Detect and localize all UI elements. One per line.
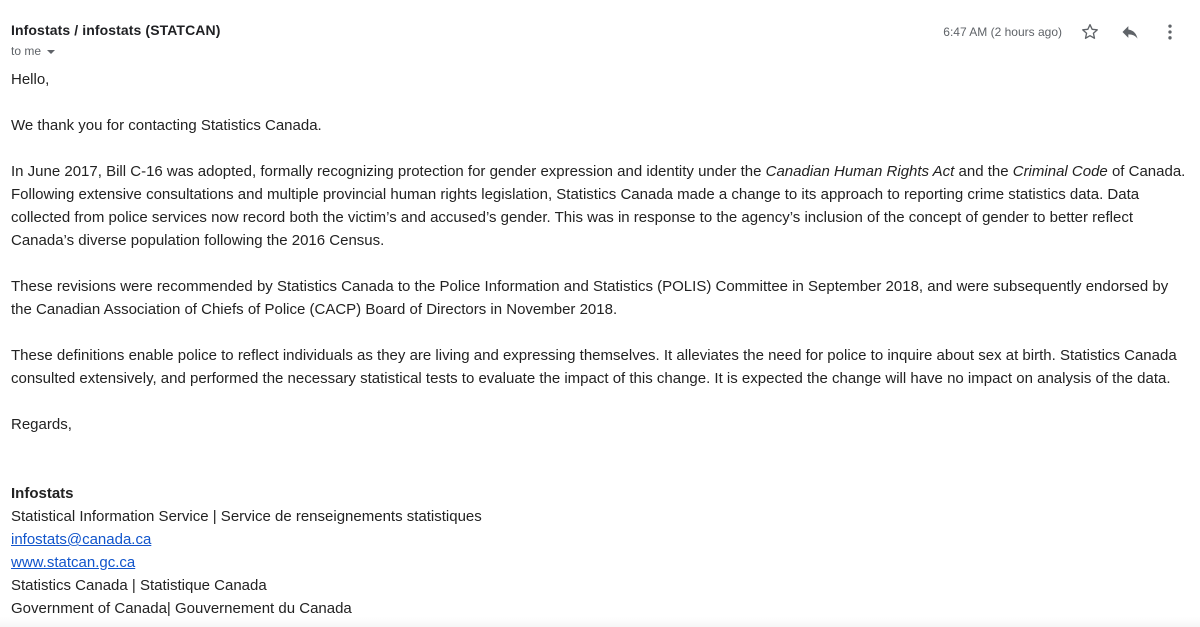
- email-body: [11, 68, 1191, 620]
- signature: [11, 482, 1191, 620]
- signature-agency: Statistics Canada | Statistique Canada: [11, 577, 267, 594]
- criminal-code-title: Criminal Code: [1012, 163, 1108, 180]
- message-actions: [943, 20, 1200, 44]
- chevron-down-icon[interactable]: [47, 50, 55, 54]
- recipient-details-toggle[interactable]: [11, 44, 55, 58]
- signature-service: Statistical Information Service | Service de renseignements statistiques: [11, 508, 482, 525]
- reply-button[interactable]: [1118, 20, 1142, 44]
- paragraph-revisions: These revisions were recommended by Statistics Canada to the Police Information and Statistics (POLIS) Committee in September 2018, and were subsequently endorsed by the Canadian Association of Chiefs of Police (CACP) Board of Directors in November 2018.: [11, 278, 1169, 318]
- sender-name[interactable]: Infostats / infostats (STATCAN): [11, 22, 221, 38]
- signature-email-link[interactable]: infostats@canada.ca: [11, 531, 152, 548]
- star-button[interactable]: [1078, 20, 1102, 44]
- reply-icon: [1120, 22, 1140, 42]
- bottom-fade: [0, 617, 1200, 627]
- signature-website-link[interactable]: www.statcan.gc.ca: [11, 554, 136, 571]
- email-header: [11, 22, 1200, 62]
- message-timestamp: 6:47 AM (2 hours ago): [943, 25, 1062, 39]
- recipient-label: to me: [11, 44, 42, 58]
- closing: Regards,: [11, 416, 72, 433]
- greeting: Hello,: [11, 71, 50, 88]
- human-rights-act-title: Canadian Human Rights Act: [765, 163, 955, 180]
- more-options-button[interactable]: [1158, 20, 1182, 44]
- signature-government: Government of Canada| Gouvernement du Canada: [11, 600, 352, 617]
- signature-name: Infostats: [11, 485, 74, 502]
- star-icon: [1080, 22, 1100, 42]
- paragraph-bill-c16: [11, 160, 1191, 252]
- more-vert-icon: [1160, 22, 1180, 42]
- paragraph-bill-c16-part-c: of Canada. Following extensive consultations and multiple provincial human rights legislation, Statistics Canada made a change to its approach to reporting crime statistics data. Data collected from police services now record both the victim’s and accused’s gender. This was in response to the agency’s inclusion of the concept of gender to better reflect Canada’s diverse population following the 2016 Census.: [11, 163, 1186, 249]
- paragraph-definitions: These definitions enable police to reflect individuals as they are living and expressing themselves. It alleviates the need for police to inquire about sex at birth. Statistics Canada consulted extensively, and performed the necessary statistical tests to evaluate the impact of this change. It is expected the change will have no impact on analysis of the data.: [11, 347, 1177, 387]
- paragraph-thanks: We thank you for contacting Statistics Canada.: [11, 117, 322, 134]
- paragraph-bill-c16-part-a: In June 2017, Bill C-16 was adopted, formally recognizing protection for gender expression and identity under the: [11, 163, 766, 180]
- paragraph-bill-c16-part-b: and the: [954, 163, 1013, 180]
